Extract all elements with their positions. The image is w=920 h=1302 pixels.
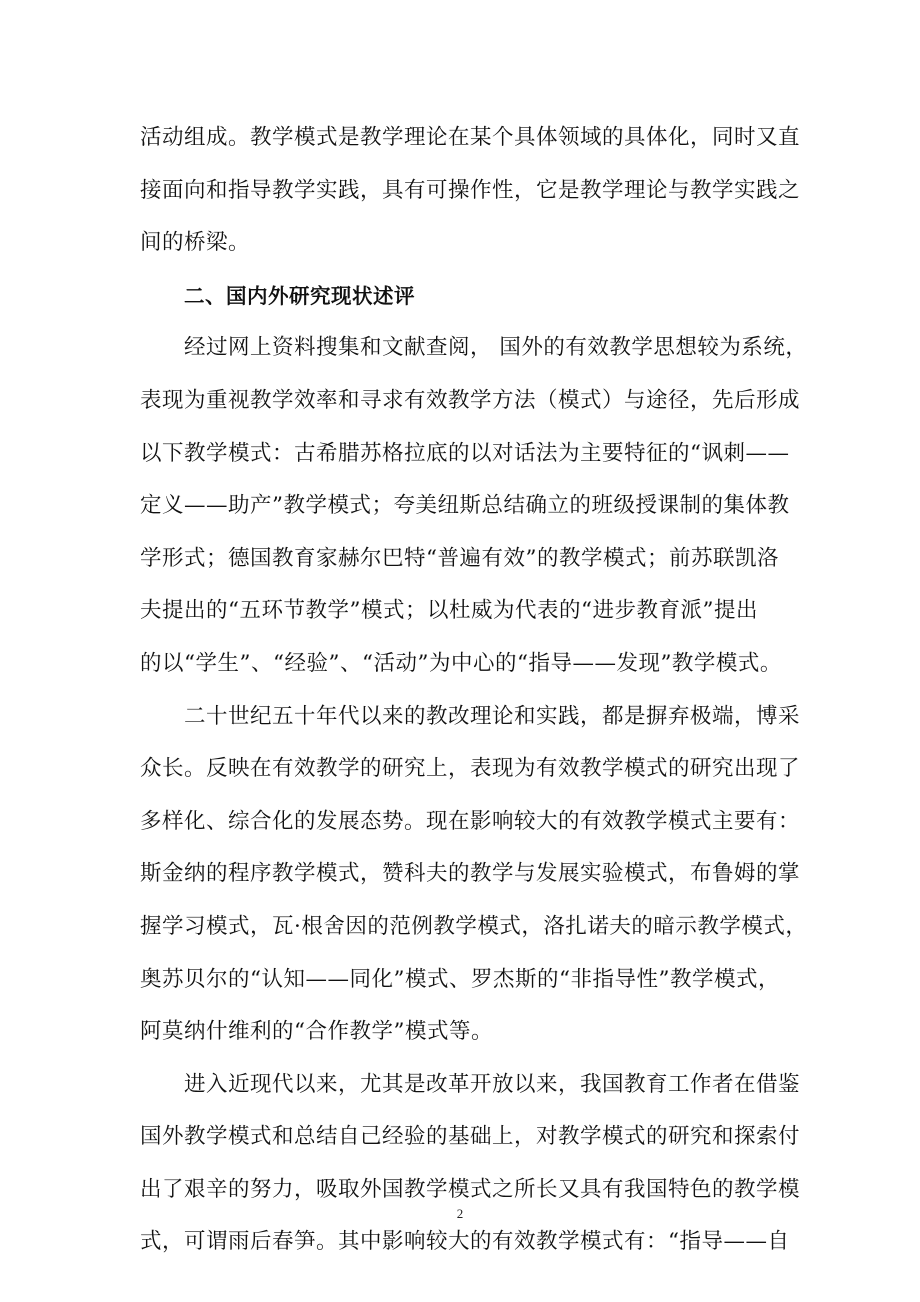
paragraph-line: 式，可谓雨后春笋。其中影响较大的有效教学模式有：“指导——自	[140, 1229, 790, 1255]
paragraph-line: 夫提出的“五环节教学”模式；以杜威为代表的“进步教育派”提出	[140, 598, 758, 624]
paragraph-line: 国外教学模式和总结自己经验的基础上，对教学模式的研究和探索付	[140, 1124, 801, 1150]
document-body	[140, 112, 808, 1269]
paragraph-line: 斯金纳的程序教学模式，赞科夫的教学与发展实验模式，布鲁姆的掌	[140, 861, 801, 887]
paragraph-line: 活动组成。教学模式是教学理论在某个具体领域的具体化，同时又直	[140, 125, 801, 150]
paragraph-line: 出了艰辛的努力，吸取外国教学模式之所长又具有我国特色的教学模	[140, 1176, 801, 1202]
paragraph-line: 奥苏贝尔的“认知——同化”模式、罗杰斯的“非指导性”教学模式，	[140, 966, 780, 992]
paragraph-line: 间的桥梁。	[140, 230, 251, 256]
paragraph-line: 接面向和指导教学实践，具有可操作性，它是教学理论与教学实践之	[140, 177, 801, 203]
paragraph-line: 定义——助产”教学模式；夸美纽斯总结确立的班级授课制的集体教	[140, 493, 790, 519]
paragraph-line: 学形式；德国教育家赫尔巴特“普遍有效”的教学模式；前苏联凯洛	[140, 545, 779, 571]
paragraph-line: 握学习模式，瓦·根舍因的范例教学模式，洛扎诺夫的暗示教学模式，	[140, 913, 808, 939]
paragraph-line: 众长。反映在有效教学的研究上，表现为有效教学模式的研究出现了	[140, 756, 801, 782]
paragraph-line: 以下教学模式：古希腊苏格拉底的以对话法为主要特征的“讽刺——	[140, 440, 790, 466]
paragraph-line: 的以“学生”、“经验”、“活动”为中心的“指导——发现”教学模式。	[140, 650, 782, 676]
paragraph-line: 阿莫纳什维利的“合作教学”模式等。	[140, 1019, 493, 1045]
paragraph-line: 表现为重视教学效率和寻求有效教学方法（模式）与途径，先后形成	[140, 387, 801, 413]
paragraph-line: 经过网上资料搜集和文献查阅， 国外的有效教学思想较为系统，	[184, 335, 808, 361]
section-heading: 二、国内外研究现状述评	[184, 283, 415, 308]
page-number: 2	[456, 1206, 464, 1221]
paragraph-line: 二十世纪五十年代以来的教改理论和实践，都是摒弃极端，博采	[184, 703, 801, 729]
paragraph-line: 多样化、综合化的发展态势。现在影响较大的有效教学模式主要有：	[140, 808, 801, 834]
paragraph-line: 进入近现代以来，尤其是改革开放以来，我国教育工作者在借鉴	[184, 1071, 801, 1097]
